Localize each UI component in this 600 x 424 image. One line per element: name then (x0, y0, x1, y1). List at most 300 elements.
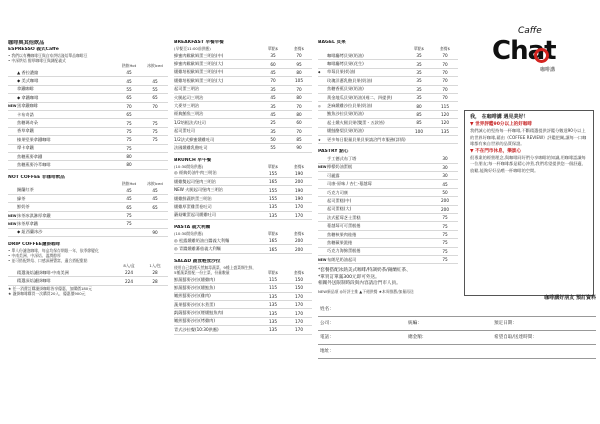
item-price: 75 (442, 248, 448, 254)
item-price: 30 (442, 173, 448, 179)
item-price: 100 (415, 128, 423, 134)
menu-item (8, 277, 168, 285)
item-price: 135 (269, 212, 277, 218)
item-badge: ★ (318, 137, 321, 142)
menu-item (8, 220, 168, 228)
menu-item (318, 86, 458, 94)
set-label: 套餐$ (439, 46, 450, 51)
item-name: 卡布奇諾 (17, 111, 34, 117)
item-price: 45 (152, 196, 158, 202)
item-price: 170 (295, 212, 303, 218)
item-price: 170 (295, 302, 303, 308)
item-name: 經典鮪魚三明治 (174, 111, 204, 117)
menu-item (174, 245, 312, 253)
menu-item (174, 326, 312, 334)
menu-item (318, 206, 458, 214)
item-price: 200 (441, 198, 449, 204)
menu-item (318, 164, 458, 172)
menu-item (8, 212, 168, 220)
menu-item (174, 284, 312, 292)
item-name: ▲ 香拉濃縮 (17, 69, 39, 75)
drip-footnote-2: ★ 濾掛咖啡購買一次購買20入，優惠價900元 (8, 290, 86, 296)
item-name: 鮪魚沙拉貝果(奶油) (327, 111, 364, 117)
promo-body-1: 我們誠心的堅持每一杯咖啡,不斷精選提供評鑑分數達90分以上的世界好咖啡,藉由《COFFEE REVIEW》評鑑把關,讓每一口咖啡都有來自世界的品質保證。 (470, 128, 587, 146)
menu-item (174, 86, 312, 94)
menu-item (174, 144, 312, 152)
menu-item (174, 178, 312, 186)
form-row-name[interactable] (318, 302, 596, 317)
item-price: 65 (152, 204, 158, 210)
item-price: 35 (416, 86, 422, 92)
salad-note-1: 使用自己栽種天然無毒蔬菜，9種上盛菜類生鮮， (174, 264, 257, 270)
set-label: 套餐$ (293, 269, 304, 275)
item-name: 咖啡廳烤貝果(奶油) (327, 52, 364, 58)
menu-item (8, 195, 168, 203)
item-price: 80 (126, 162, 132, 168)
item-price: 135 (269, 204, 277, 210)
item-name: 蘑菇嫩蛋起司燻雞吐司 (174, 212, 216, 218)
logo-tagline: 咖啡講 (540, 67, 556, 73)
item-price: 80 (296, 69, 302, 75)
menu-item (8, 145, 168, 153)
item-price: 45 (270, 69, 276, 75)
food-column (174, 40, 312, 335)
menu-item (318, 248, 458, 256)
brunch-header (174, 164, 312, 170)
item-name: 鮮奶茶 (17, 204, 30, 210)
item-price: 70 (152, 103, 158, 109)
menu-item (174, 318, 312, 326)
item-price: 95 (296, 61, 302, 67)
drip-title: DRIP COFFEE濾掛咖啡 (8, 242, 61, 248)
item-price: 70 (442, 78, 448, 84)
item-price: 35 (416, 69, 422, 75)
phone-label: 電話： (320, 335, 334, 340)
salad-title: SALAD 蔬食輕食沙拉 (174, 258, 221, 264)
item-price: 35 (270, 86, 276, 92)
item-name: 香草拿鐵 (17, 128, 34, 134)
item-price: 165 (269, 179, 277, 185)
item-name: 抹茶冰淇淋厚拿鐵 (17, 212, 51, 218)
drip-note-3: • 並可搭配烘焙、口感深層豐富，適合搭配甜點 (8, 258, 88, 264)
item-name: 手工德式布丁塔 (327, 155, 357, 161)
item-name: 鮮蔬藜麥沙拉(燻鮭魚) (174, 284, 215, 290)
menu-item (8, 128, 168, 136)
menu-item (174, 119, 312, 127)
item-price: 35 (416, 61, 422, 67)
item-name: 可麗露 (327, 172, 340, 178)
breakfast-list (174, 52, 312, 153)
menu-item (318, 256, 458, 264)
item-price: 50 (270, 137, 276, 143)
item-name: 布朗尼奶油起司 (327, 256, 357, 262)
salad-note-2: 5種蔬菜搭配一份主菜，份量數量 (174, 269, 230, 275)
item-price: 75 (442, 257, 448, 263)
item-price: 115 (269, 285, 277, 291)
item-price: 80 (296, 111, 302, 117)
menu-item (318, 119, 458, 127)
legend: NEW新品項 ◎好評主推 ▲下週供餐 ★本周推薦/加量再送 (318, 288, 414, 294)
order-form (318, 294, 596, 376)
breakfast-title: BREAKFAST 早餐早餐 (174, 40, 224, 45)
item-price: 65 (126, 95, 132, 101)
item-price: 45 (126, 78, 132, 84)
item-price: 90 (152, 229, 158, 235)
pastry-title: PASTRY 點心 (318, 149, 349, 155)
item-price: 70 (270, 78, 276, 84)
box-label: 8入/盒 (123, 263, 135, 269)
item-name: ◎ 松露燻雞奶油白醬義大利麵 (174, 237, 230, 243)
item-price: 45 (270, 111, 276, 117)
pasta-header (174, 231, 312, 237)
menu-item (8, 86, 168, 94)
delivery-time-label: 希望自取/送達時間： (494, 335, 537, 340)
brunch-note: (10:30開始供應) (174, 163, 204, 169)
item-price: 45 (126, 187, 132, 193)
notcoffee-title: NOT COFFEE 非咖啡飲品 (8, 174, 65, 180)
item-price: 155 (269, 170, 277, 176)
menu-item (8, 187, 168, 195)
menu-item (174, 77, 312, 85)
address-label: 地址： (320, 349, 334, 354)
item-name: 檸檬奶油蛋糕 (327, 164, 353, 170)
item-badge: NEW (318, 165, 327, 170)
item-name: 焦糖核果肉桂捲 (327, 231, 357, 237)
item-price: 224 (125, 270, 133, 276)
item-price: 190 (295, 187, 303, 193)
item-price: 190 (295, 170, 303, 176)
item-price: 35 (270, 103, 276, 109)
footnote-3: 相關外送限制時段與內容請洽門市人員。 (318, 280, 401, 286)
item-name: 燻雞雙起司堡肉三明治 (174, 178, 216, 184)
menu-item (318, 69, 458, 77)
footnote-1: *套餐搭配冰熱美式咖啡/特調奶茶/錫蘭紅茶、 (318, 268, 411, 274)
drip-footnote-1: ★ 任一消費訂購濾掛咖啡皆享優惠，加購價180元 (8, 285, 92, 291)
item-price: 150 (295, 277, 303, 282)
menu-item (174, 212, 312, 220)
name-label: 姓名： (320, 307, 334, 312)
item-name: 起司蛋三明治 (174, 86, 200, 92)
item-price: 90 (296, 145, 302, 151)
iced-label: 冰飲Iced (147, 63, 163, 68)
menu-item (8, 161, 168, 169)
item-price: 115 (441, 103, 449, 109)
menu-item (174, 309, 312, 317)
item-badge: NEW (318, 257, 327, 262)
menu-item (8, 119, 168, 127)
drinks-column (8, 40, 168, 296)
item-name: 巧克力海綿蛋糕捲 (327, 248, 361, 254)
item-name: ◎ 經典奶油牛肉三明治 (174, 170, 217, 176)
promo-title: 我， 在咖啡講 遇見美好！ (470, 114, 529, 120)
salad-header (174, 270, 312, 276)
item-price: 190 (295, 196, 303, 202)
item-price: 135 (269, 302, 277, 308)
item-price: 65 (152, 95, 158, 101)
notcoffee-header (8, 181, 168, 187)
item-price: 200 (441, 206, 449, 212)
menu-item (318, 52, 458, 60)
item-name: 精選淺焙濾掛咖啡-中南美洲 (17, 269, 69, 275)
item-name: 焦糖香蕉貝果(奶油) (327, 86, 364, 92)
item-price: 224 (125, 278, 133, 284)
item-price: 200 (295, 179, 303, 185)
menu-item (174, 237, 312, 245)
item-name: 蜂蜜肉鬆歐姆蛋三明治(大) (174, 61, 224, 67)
item-badge: NEW (8, 213, 17, 218)
item-badge: NEW (8, 104, 17, 109)
menu-item (318, 214, 458, 222)
logo-chat: Chat (492, 36, 556, 66)
menu-item (8, 229, 168, 237)
item-price: 65 (126, 112, 132, 118)
set-label: 套餐$ (293, 163, 304, 169)
item-name: 玫瑰洋蔥乳酪貝果(奶油) (327, 77, 373, 83)
single-label: 單點$ (267, 46, 278, 51)
item-name: 蔬果藜麥沙拉(水煮蛋) (174, 301, 215, 307)
item-price: 165 (269, 238, 277, 244)
single-label: 單點$ (267, 231, 278, 237)
menu-item (174, 111, 312, 119)
promo-box (464, 110, 594, 296)
item-name: 嫩煎藜麥沙拉(烤雞肉) (174, 318, 215, 324)
item-name: 燻鮭酪梨貝果(奶油) (327, 128, 364, 134)
item-price: 45 (270, 95, 276, 101)
item-price: 75 (152, 120, 158, 126)
item-name: 燻雞培根歐姆蛋三明治(大) (174, 77, 224, 83)
item-price: 135 (269, 327, 277, 333)
item-price: 65 (126, 204, 132, 210)
menu-item (8, 269, 168, 277)
date-label: 預定日期： (494, 321, 517, 326)
item-price: 75 (126, 145, 132, 151)
item-price: 35 (416, 95, 422, 101)
item-price: 45 (126, 70, 132, 76)
item-price: 75 (152, 128, 158, 134)
menu-item (318, 222, 458, 230)
item-price: 85 (416, 111, 422, 117)
item-name: 綠茶 (17, 195, 26, 201)
item-price: 120 (441, 120, 449, 126)
set-label: 套餐$ (293, 231, 304, 237)
item-price: 45 (152, 187, 158, 193)
item-price: 70 (442, 95, 448, 101)
iced-label: 冰飲Iced (147, 180, 163, 186)
item-price: 200 (295, 246, 303, 252)
pasta-note: (10:30開始供應) (174, 231, 204, 237)
item-name: 抹茶厚拿鐵 (17, 220, 38, 226)
item-name: 火腿起司三明治 (174, 94, 204, 100)
item-price: 70 (442, 69, 448, 75)
item-badge: ◎ (318, 104, 321, 109)
set-label: 套餐$ (293, 46, 304, 51)
item-price: 28 (152, 270, 158, 276)
item-price: 200 (295, 238, 303, 244)
item-name: 巧克力司康 (327, 189, 348, 195)
menu-item (318, 77, 458, 85)
item-price: 70 (296, 128, 302, 134)
item-name: 燻雞厚蛋雞蛋卷吐司 (174, 203, 212, 209)
item-price: 135 (269, 293, 277, 299)
pack-label: 1入/包 (149, 263, 161, 269)
bagel-pastry-column (318, 40, 458, 294)
bagel-header (318, 46, 458, 52)
single-label: 單點$ (413, 46, 424, 51)
item-price: 30 (442, 156, 448, 162)
promo-heading-1: ▼ 世界評鑑90分以上的好咖啡 (470, 122, 533, 128)
brunch-title: BRUNCH 早午餐 (174, 157, 212, 163)
item-price: 35 (270, 128, 276, 134)
item-price: 170 (295, 327, 303, 333)
espresso-header (8, 63, 168, 69)
item-name: NEW 火腿起司堡肉三明治 (174, 187, 223, 193)
item-name: 榛果堅果拿鐵咖啡 (17, 136, 51, 142)
item-name: 精選深焙濾掛咖啡 (17, 278, 51, 284)
item-price: 120 (441, 111, 449, 117)
menu-item (318, 111, 458, 119)
menu-item (318, 189, 458, 197)
menu-item (174, 203, 312, 211)
form-row-company[interactable] (318, 316, 596, 331)
item-name: 摩卡拿鐵 (17, 145, 34, 151)
menu-item (8, 77, 168, 85)
company-label: 公司： (320, 321, 334, 326)
item-price: 75 (442, 232, 448, 237)
espresso-note-1: • 我們以有機咖啡豆與自家烘焙淺焙單品咖啡豆 (8, 53, 88, 58)
item-price: 80 (416, 103, 422, 109)
item-price: 135 (269, 318, 277, 324)
menu-item (174, 301, 312, 309)
bagel-list (318, 52, 458, 144)
item-price: 75 (442, 240, 448, 246)
item-name: 起司蛋糕(大) (327, 206, 352, 212)
item-price: 135 (269, 310, 277, 316)
item-price: 45 (152, 78, 158, 84)
item-name: 起司蛋糕(中) (327, 197, 352, 203)
menu-item (318, 239, 458, 247)
menu-item (318, 231, 458, 239)
espresso-title: ESPRESSO 義式Caffe (8, 47, 59, 52)
item-name: 焦糖蘋果派捲 (327, 239, 353, 245)
form-row-phone[interactable] (318, 330, 596, 345)
item-price: 150 (295, 285, 303, 291)
menu-item (8, 103, 168, 111)
menu-item (318, 102, 458, 110)
item-price: 165 (269, 246, 277, 252)
item-price: 30 (442, 164, 448, 170)
promo-body-2: 很專業的經營理念,與咖啡同好們分享咖啡的知識,用咖啡認識每一位朋友;每一杯咖啡都是精心沖煮,我們希望提供您一個舒適、放鬆,能夠好好品嚐一杯咖啡的空間。 (470, 155, 586, 173)
menu-item (8, 153, 168, 161)
item-price: 55 (270, 145, 276, 151)
item-price: 70 (126, 103, 132, 109)
item-name: 蔓越莓可可蛋糕捲 (327, 223, 361, 229)
promo-heading-2: ▼ 不在門市休息，樂談心 (470, 149, 522, 155)
item-price: 155 (269, 196, 277, 202)
item-name: 鮮蔬藜麥沙拉(燻雞肉) (174, 276, 215, 282)
item-price: 45 (442, 181, 448, 187)
hot-label: 熱飲Hot (121, 63, 137, 68)
item-price: 60 (296, 120, 302, 126)
menu-item (318, 180, 458, 188)
pasta-list (174, 237, 312, 254)
item-price: 70 (442, 61, 448, 67)
menu-item (174, 276, 312, 284)
item-price: 35 (270, 53, 276, 59)
item-badge: ◆ (318, 70, 321, 75)
brand-logo (488, 22, 578, 82)
menu-item (174, 186, 312, 194)
item-badge: NEW (8, 221, 17, 226)
item-price: 50 (442, 190, 448, 196)
drip-note-1: • 單人份濾泡咖啡，每盒均保存期限一年，依季節變化 (8, 248, 99, 254)
pastry-list (318, 155, 458, 264)
menu-item (8, 111, 168, 119)
menu-item (8, 136, 168, 144)
item-name: 蜂蜜肉鬆歐姆蛋三明治(中) (174, 52, 224, 58)
item-price: 75 (442, 223, 448, 229)
menu-item (8, 203, 168, 211)
item-price: 75 (442, 215, 448, 221)
menu-item (174, 69, 312, 77)
drip-header (8, 263, 168, 269)
item-price: 75 (126, 137, 132, 143)
item-price: 135 (441, 128, 449, 134)
menu-item (174, 94, 312, 102)
item-name: 司康-原味 / 杏仁-蔓越莓 (327, 181, 372, 187)
item-price: 45 (126, 196, 132, 202)
item-price: 80 (296, 95, 302, 101)
item-name: 芝麻燻雞沙拉貝果(奶油) (327, 103, 373, 109)
item-name: 燻雞培根歐姆蛋三明治(中) (174, 69, 224, 75)
menu-item (174, 170, 312, 178)
item-price: 75 (126, 128, 132, 134)
total-label: 總金額： (408, 335, 427, 340)
item-price: 25 (270, 120, 276, 126)
item-name: 黃金地瓜貝果(奶油)(週二、四提供) (327, 94, 393, 100)
menu-item (318, 94, 458, 102)
item-price: 170 (295, 310, 303, 316)
form-row-address[interactable] (318, 344, 596, 359)
drip-list (8, 269, 168, 286)
item-price: 55 (126, 86, 132, 92)
item-price: 60 (270, 61, 276, 67)
menu-item (318, 197, 458, 205)
menu-item (318, 172, 458, 180)
menu-item (8, 69, 168, 77)
hot-label: 熱飲Hot (121, 180, 137, 186)
item-price: 170 (295, 204, 303, 210)
espresso-note-2: • 中深烘焙 醇厚咖啡豆與調配義式 (8, 58, 66, 63)
menu-item (174, 195, 312, 203)
menu-item (318, 136, 458, 144)
item-name: 草莓貝果(奶油) (327, 69, 356, 75)
item-name: 焦糖燕麥冷萃咖啡 (17, 161, 51, 167)
form-title: 咖啡講好朋友 預訂資料 (544, 295, 596, 301)
item-price: 70 (442, 86, 448, 92)
item-price: 70 (442, 53, 448, 59)
espresso-list (8, 69, 168, 170)
drinks-title: 咖啡與其他飲品 (8, 40, 45, 46)
menu-item (318, 155, 458, 163)
item-name: 法國燻雞乳酪吐司 (174, 144, 208, 150)
item-name: 焦糖燕麥拿鐵 (17, 153, 43, 159)
item-name: 更多每日限量貝果貝果請洽門市服務(詳情) (327, 136, 406, 142)
item-price: 115 (269, 277, 277, 282)
item-price: 155 (269, 187, 277, 193)
item-name: 起司蛋吐司 (174, 128, 195, 134)
item-name: 黑拿鐵咖啡 (17, 103, 38, 109)
tax-id-label: 統編： (408, 321, 422, 326)
